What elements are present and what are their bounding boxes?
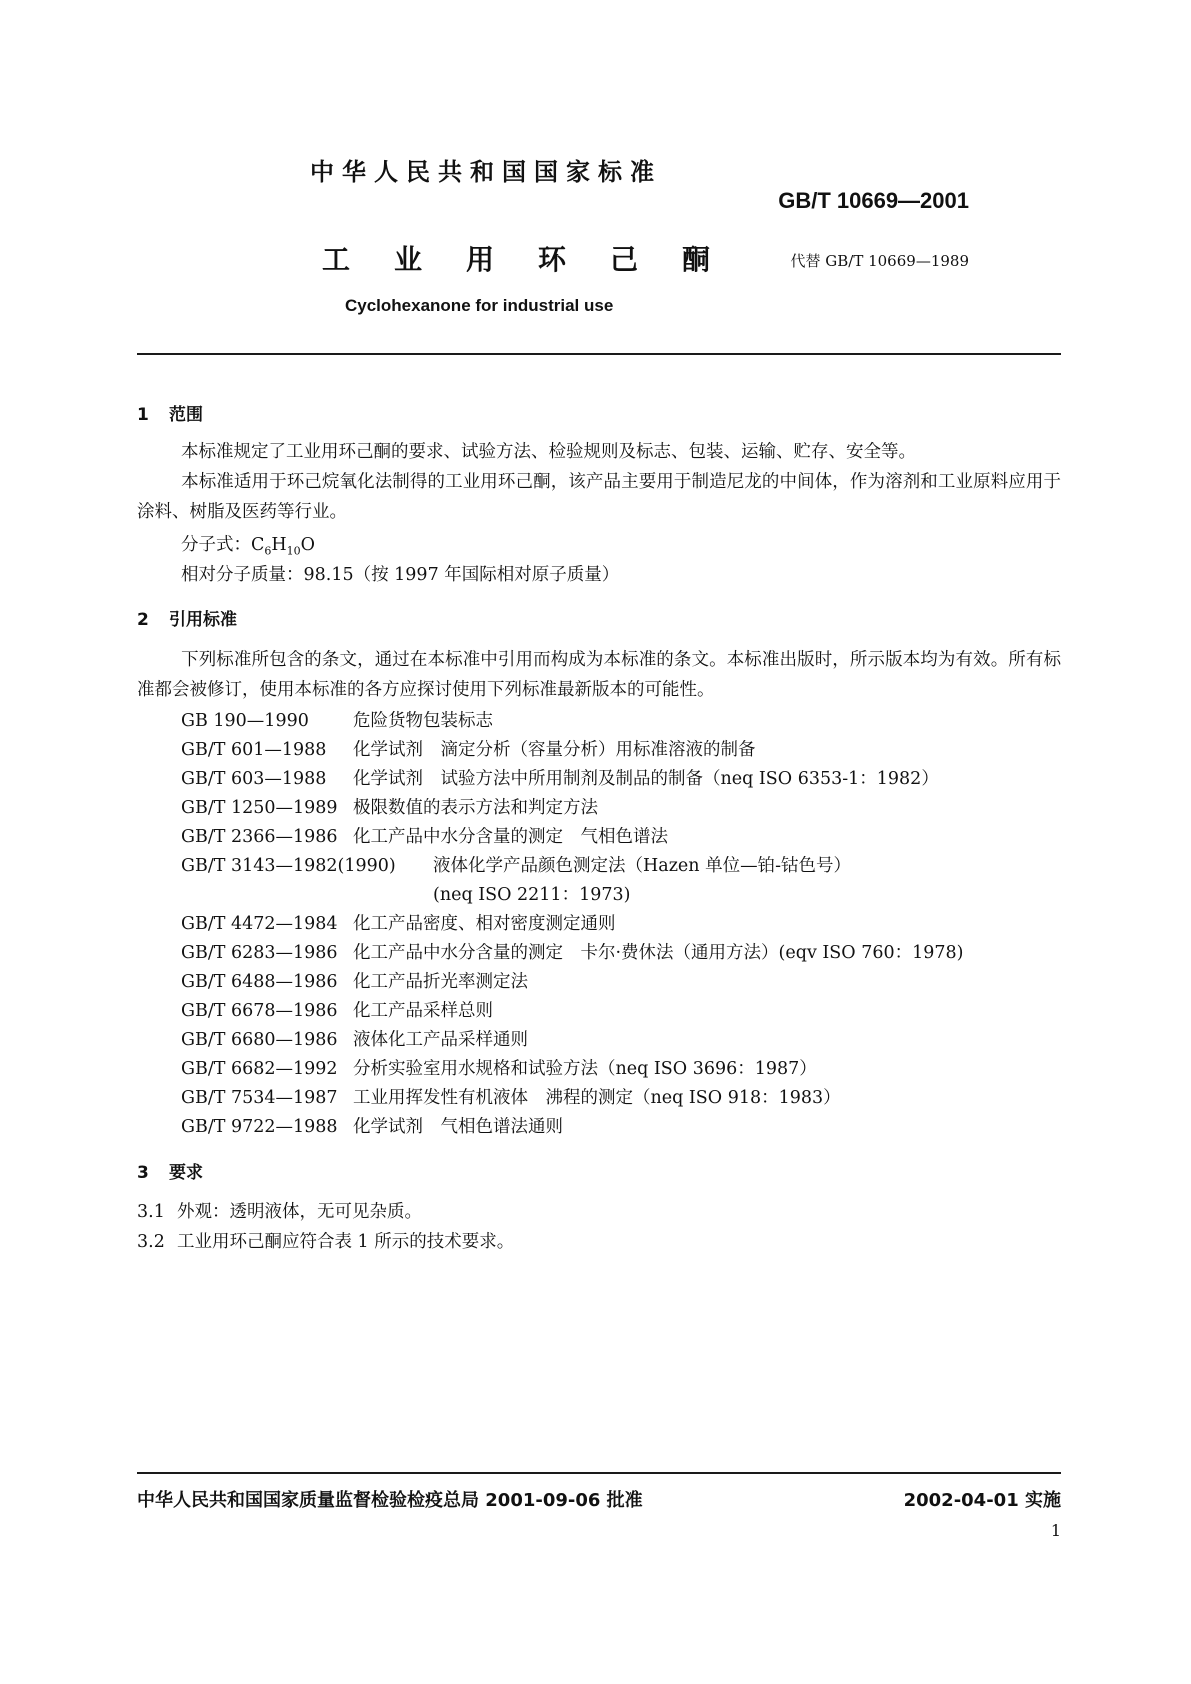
reference-code: GB/T 6488—1986	[181, 972, 338, 992]
requirement-number: 3.2	[137, 1232, 165, 1252]
formula-element: H	[271, 535, 287, 555]
formula-element: O	[300, 535, 316, 555]
requirement-item	[137, 1198, 422, 1223]
reference-title: 极限数值的表示方法和判定方法	[353, 798, 598, 818]
scope-paragraph-2	[137, 467, 1061, 527]
paragraph-text: 本标准适用于环己烷氧化法制得的工业用环己酮，该产品主要用于制造尼龙的中间体，作为溶剂和工业原料应用于涂料、树脂及医药等行业。	[137, 472, 1061, 522]
reference-code: GB/T 2366—1986	[181, 827, 338, 847]
reference-code: GB/T 3143—1982(1990)	[181, 856, 396, 876]
formula-subscript: 10	[286, 544, 301, 558]
section-2-heading	[137, 605, 237, 630]
reference-code: GB/T 1250—1989	[181, 798, 338, 818]
reference-code: GB/T 6678—1986	[181, 1001, 338, 1021]
reference-item	[181, 736, 756, 761]
reference-code: GB 190—1990	[181, 711, 309, 731]
reference-title: 化工产品密度、相对密度测定通则	[353, 914, 616, 934]
reference-title: 化工产品中水分含量的测定 卡尔·费休法（通用方法）(eqv ISO 760：1978)	[353, 943, 964, 963]
section-number: 3	[137, 1163, 149, 1183]
reference-code: GB/T 6680—1986	[181, 1030, 338, 1050]
reference-title: 化学试剂 滴定分析（容量分析）用标准溶液的制备	[353, 740, 756, 760]
scope-paragraph-1	[137, 437, 1061, 467]
reference-title: 化工产品采样总则	[353, 1001, 493, 1021]
normative-intro	[137, 645, 1061, 705]
reference-item	[181, 1026, 528, 1051]
section-title: 范围	[169, 405, 203, 425]
paragraph-text: 下列标准所包含的条文，通过在本标准中引用而构成为本标准的条文。本标准出版时，所示版本均为有效。所有标准都会被修订，使用本标准的各方应探讨使用下列标准最新版本的可能性。	[137, 650, 1061, 700]
formula-subscript: 6	[264, 544, 272, 558]
reference-item	[181, 1055, 817, 1080]
english-title: Cyclohexanone for industrial use	[345, 296, 614, 315]
section-number: 2	[137, 610, 149, 630]
reference-code: GB/T 601—1988	[181, 740, 327, 760]
formula-label: 分子式：	[181, 535, 251, 555]
country-standard-title: 中华人民共和国国家标准	[310, 158, 662, 186]
replaces-standard: 代替 GB/T 10669—1989	[790, 252, 969, 270]
requirement-number: 3.1	[137, 1202, 165, 1222]
reference-code: GB/T 7534—1987	[181, 1088, 338, 1108]
reference-item	[181, 823, 668, 848]
reference-title: 液体化工产品采样通则	[353, 1030, 528, 1050]
reference-item	[181, 997, 493, 1022]
reference-title: 液体化学产品颜色测定法（Hazen 单位—铂-钴色号）	[433, 856, 852, 876]
footer-divider	[137, 1472, 1061, 1474]
reference-item	[181, 852, 851, 877]
section-number: 1	[137, 405, 149, 425]
requirement-item	[137, 1228, 514, 1253]
page-number: 1	[1050, 1521, 1061, 1540]
reference-code: GB/T 6682—1992	[181, 1059, 338, 1079]
reference-title: 分析实验室用水规格和试验方法（neq ISO 3696：1987）	[353, 1059, 817, 1079]
reference-title: 化学试剂 气相色谱法通则	[353, 1117, 563, 1137]
reference-title: 化学试剂 试验方法中所用制剂及制品的制备（neq ISO 6353-1：1982）	[353, 769, 939, 789]
formula-element: C	[251, 535, 265, 555]
reference-item	[181, 1084, 841, 1109]
paragraph-text: 本标准规定了工业用环己酮的要求、试验方法、检验规则及标志、包装、运输、贮存、安全等。	[181, 442, 916, 462]
reference-title: 化工产品折光率测定法	[353, 972, 528, 992]
reference-code: GB/T 4472—1984	[181, 914, 338, 934]
document-title: 工业用环己酮	[322, 243, 755, 276]
header-divider	[137, 353, 1061, 355]
requirement-text: 工业用环己酮应符合表 1 所示的技术要求。	[177, 1232, 515, 1252]
effective-date: 2002-04-01 实施	[903, 1490, 1061, 1511]
reference-item	[181, 794, 598, 819]
reference-item-continuation	[181, 881, 630, 906]
reference-item	[181, 1113, 563, 1138]
reference-item	[181, 765, 939, 790]
reference-item	[181, 910, 616, 935]
reference-item	[181, 707, 493, 732]
reference-code: GB/T 603—1988	[181, 769, 327, 789]
requirement-text: 外观：透明液体，无可见杂质。	[177, 1202, 422, 1222]
reference-item	[181, 968, 528, 993]
reference-code: GB/T 6283—1986	[181, 943, 338, 963]
reference-item	[181, 939, 963, 964]
standard-number: GB/T 10669—2001	[778, 188, 969, 213]
issuing-authority: 中华人民共和国国家质量监督检验检疫总局 2001-09-06 批准	[137, 1490, 643, 1511]
reference-code: GB/T 9722—1988	[181, 1117, 338, 1137]
section-title: 引用标准	[169, 610, 237, 630]
section-3-heading	[137, 1158, 203, 1183]
reference-title: 工业用挥发性有机液体 沸程的测定（neq ISO 918：1983）	[353, 1088, 841, 1108]
molecular-mass: 相对分子质量：98.15（按 1997 年国际相对原子质量）	[181, 565, 620, 585]
molecular-formula	[181, 531, 315, 558]
reference-title: 危险货物包装标志	[353, 711, 493, 731]
section-1-heading	[137, 400, 203, 425]
section-title: 要求	[169, 1163, 203, 1183]
reference-title: (neq ISO 2211：1973)	[433, 885, 631, 905]
reference-title: 化工产品中水分含量的测定 气相色谱法	[353, 827, 668, 847]
